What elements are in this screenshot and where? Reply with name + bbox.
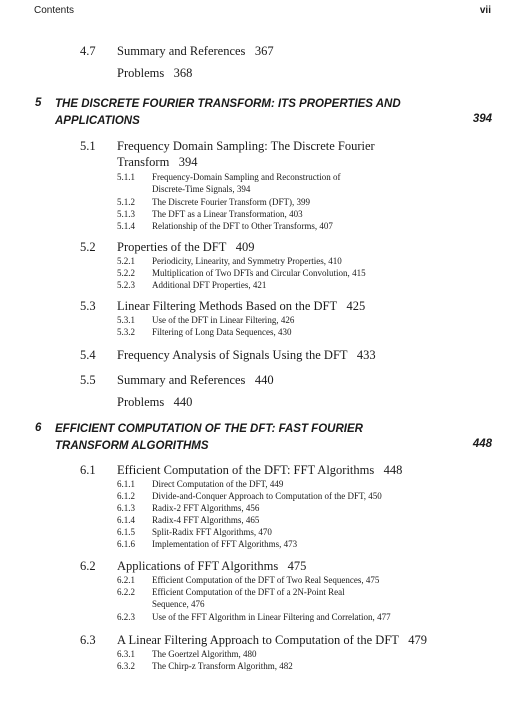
subsection-number: 6.2.3 [117, 612, 135, 622]
subsection-number: 5.2.1 [117, 256, 135, 266]
chapter-title-line-1: EFFICIENT COMPUTATION OF THE DFT: FAST FOURIER [55, 423, 363, 435]
section-title-line-1: Frequency Domain Sampling: The Discrete Fourier [117, 139, 375, 153]
subsection-title-line-1: Frequency-Domain Sampling and Reconstruction of [152, 172, 341, 182]
section-title: Linear Filtering Methods Based on the DFT 425 [117, 299, 366, 313]
subsection-title: The Chirp-z Transform Algorithm, 482 [152, 661, 293, 671]
subsection-number: 6.1.2 [117, 491, 135, 501]
section-number: 6.3 [80, 633, 96, 647]
subsection-number: 5.1.1 [117, 172, 135, 182]
section-title: Efficient Computation of the DFT: FFT Algorithms 448 [117, 463, 403, 477]
section-number: 5.2 [80, 240, 96, 254]
section-number: 5.4 [80, 348, 96, 362]
subsection-title: Filtering of Long Data Sequences, 430 [152, 327, 292, 337]
subsection-number: 6.2.1 [117, 575, 135, 585]
page-number: vii [479, 5, 491, 16]
section-number: 5.3 [80, 299, 96, 313]
subsection-title: The Goertzel Algorithm, 480 [152, 649, 257, 659]
section-number: 6.1 [80, 463, 96, 477]
subsection-title-line-2: Sequence, 476 [152, 599, 205, 609]
subsection-number: 6.1.1 [117, 479, 135, 489]
section-title: Properties of the DFT 409 [117, 240, 255, 254]
section-number: 4.7 [80, 44, 96, 58]
chapter-title-line-2: TRANSFORM ALGORITHMS [55, 440, 209, 452]
section-number: 5.1 [80, 139, 96, 153]
section-title: Problems 368 [117, 66, 193, 80]
section-title-line-2: Transform 394 [117, 155, 198, 169]
section-title: Problems 440 [117, 395, 193, 409]
subsection-title: The DFT as a Linear Transformation, 403 [152, 209, 303, 219]
subsection-title-line-1: Efficient Computation of the DFT of a 2N-Point Real [152, 587, 345, 597]
subsection-number: 6.2.2 [117, 587, 135, 597]
subsection-title: Divide-and-Conquer Approach to Computation of the DFT, 450 [152, 491, 382, 501]
section-title: Summary and References 367 [117, 44, 274, 58]
subsection-title: Implementation of FFT Algorithms, 473 [152, 539, 298, 549]
chapter-title-line-1: THE DISCRETE FOURIER TRANSFORM: ITS PROPERTIES AND [55, 98, 401, 110]
chapter-page: 394 [472, 113, 492, 125]
subsection-number: 6.3.2 [117, 661, 135, 671]
subsection-title: Use of the FFT Algorithm in Linear Filtering and Correlation, 477 [152, 612, 391, 622]
subsection-number: 6.1.4 [117, 515, 135, 525]
subsection-title: Radix-2 FFT Algorithms, 456 [152, 503, 260, 513]
subsection-number: 5.2.2 [117, 268, 135, 278]
section-title: Summary and References 440 [117, 373, 274, 387]
chapter-title-line-2: APPLICATIONS [55, 115, 140, 127]
subsection-number: 6.1.6 [117, 539, 135, 549]
subsection-number: 5.2.3 [117, 280, 135, 290]
subsection-title-line-2: Discrete-Time Signals, 394 [152, 184, 251, 194]
subsection-number: 5.3.2 [117, 327, 135, 337]
subsection-title: Multiplication of Two DFTs and Circular Convolution, 415 [152, 268, 366, 278]
subsection-title: Relationship of the DFT to Other Transforms, 407 [152, 221, 333, 231]
subsection-number: 5.1.4 [117, 221, 135, 231]
subsection-title: The Discrete Fourier Transform (DFT), 399 [152, 197, 310, 207]
section-title: A Linear Filtering Approach to Computation of the DFT 479 [117, 633, 428, 647]
subsection-number: 5.1.2 [117, 197, 135, 207]
section-title: Frequency Analysis of Signals Using the DFT 433 [117, 348, 376, 362]
page-header [34, 5, 491, 21]
subsection-title: Direct Computation of the DFT, 449 [152, 479, 284, 489]
subsection-title: Split-Radix FFT Algorithms, 470 [152, 527, 272, 537]
subsection-number: 6.1.3 [117, 503, 135, 513]
chapter-number: 6 [35, 422, 42, 434]
subsection-title: Efficient Computation of the DFT of Two Real Sequences, 475 [152, 575, 380, 585]
section-number: 5.5 [80, 373, 96, 387]
chapter-page: 448 [472, 438, 492, 450]
subsection-number: 6.1.5 [117, 527, 135, 537]
subsection-number: 6.3.1 [117, 649, 135, 659]
subsection-title: Additional DFT Properties, 421 [152, 280, 267, 290]
subsection-title: Radix-4 FFT Algorithms, 465 [152, 515, 260, 525]
section-title: Applications of FFT Algorithms 475 [117, 559, 307, 573]
chapter-number: 5 [35, 97, 42, 109]
subsection-title: Use of the DFT in Linear Filtering, 426 [152, 315, 295, 325]
subsection-number: 5.3.1 [117, 315, 135, 325]
section-number: 6.2 [80, 559, 96, 573]
subsection-title: Periodicity, Linearity, and Symmetry Properties, 410 [152, 256, 342, 266]
running-head: Contents [34, 5, 75, 16]
subsection-number: 5.1.3 [117, 209, 135, 219]
